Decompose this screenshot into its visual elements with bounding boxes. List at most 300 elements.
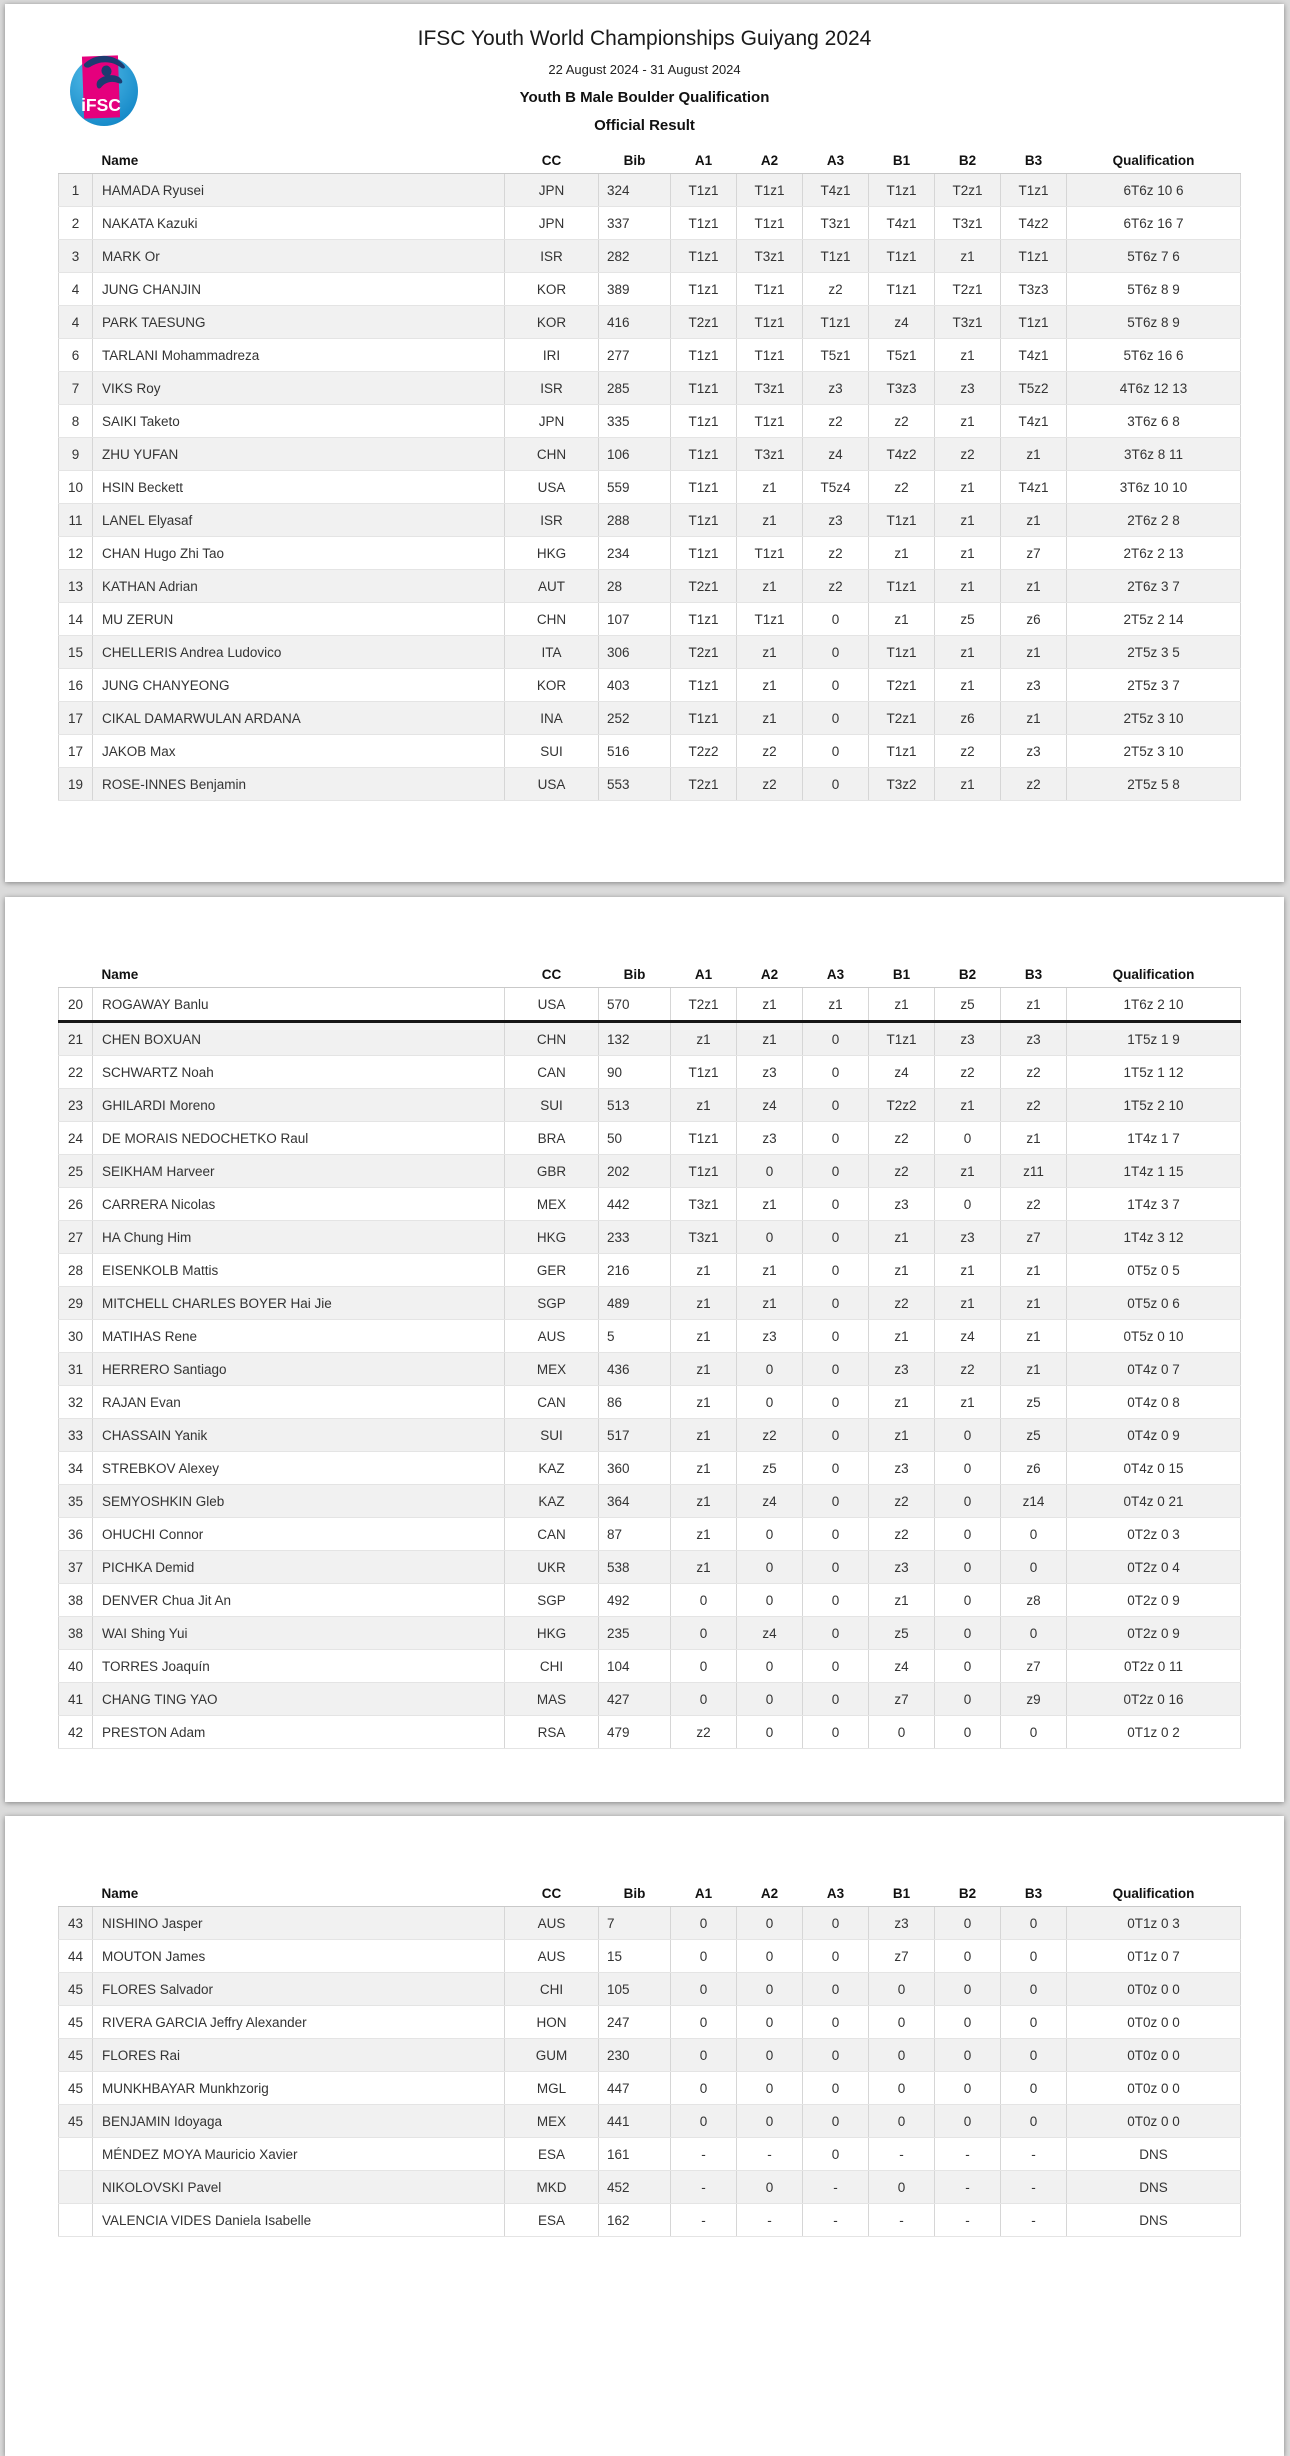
col-header-qualification: Qualification [1067,961,1241,988]
cell-qual: 1T5z 1 12 [1067,1056,1241,1089]
cell-rank: 36 [59,1518,93,1551]
cell-rank: 9 [59,438,93,471]
cell-rank: 7 [59,372,93,405]
cell-a3: T1z1 [803,240,869,273]
cell-cc: KAZ [505,1452,599,1485]
cell-rank: 11 [59,504,93,537]
cell-b2: z3 [935,372,1001,405]
table-row [59,2171,1241,2204]
cell-a3: 0 [803,1650,869,1683]
cell-b2: 0 [935,1188,1001,1221]
cell-rank: 28 [59,1254,93,1287]
cell-qual: 0T5z 0 6 [1067,1287,1241,1320]
results-table-page-1 [58,147,1241,801]
cell-a3: 0 [803,1518,869,1551]
cell-rank: 15 [59,636,93,669]
table-row [59,207,1241,240]
col-header-a2: A2 [737,1880,803,1907]
table-row [59,735,1241,768]
cell-bib: 216 [599,1254,671,1287]
cell-a1: z1 [671,1254,737,1287]
cell-bib: 288 [599,504,671,537]
cell-bib: 442 [599,1188,671,1221]
cell-qual: 2T6z 2 8 [1067,504,1241,537]
table-row [59,1089,1241,1122]
cell-b2: - [935,2171,1001,2204]
cell-qual: 5T6z 7 6 [1067,240,1241,273]
cell-bib: 235 [599,1617,671,1650]
cell-rank: 33 [59,1419,93,1452]
table-row [59,1188,1241,1221]
cell-name: LANEL Elyasaf [93,504,505,537]
cell-cc: CAN [505,1056,599,1089]
cell-qual: 5T6z 16 6 [1067,339,1241,372]
cell-a2: - [737,2204,803,2237]
cell-a1: T1z1 [671,504,737,537]
cell-qual: 0T2z 0 4 [1067,1551,1241,1584]
cell-name: CARRERA Nicolas [93,1188,505,1221]
cell-qual: 1T4z 1 15 [1067,1155,1241,1188]
cell-b3: z2 [1001,768,1067,801]
cell-b2: 0 [935,2105,1001,2138]
cell-a3: T5z1 [803,339,869,372]
cell-a3: 0 [803,702,869,735]
document-page-1 [5,4,1284,882]
cell-rank: 38 [59,1584,93,1617]
cell-b1: T1z1 [869,174,935,207]
cell-a2: T1z1 [737,339,803,372]
cell-b3: T4z2 [1001,207,1067,240]
col-header-a3: A3 [803,147,869,174]
cell-b2: 0 [935,1419,1001,1452]
cell-rank: 45 [59,2072,93,2105]
cell-a1: 0 [671,2039,737,2072]
cell-a1: z2 [671,1716,737,1749]
cell-a1: T1z1 [671,669,737,702]
cell-a3: 0 [803,1287,869,1320]
cell-b3: z3 [1001,669,1067,702]
cell-bib: 452 [599,2171,671,2204]
cell-rank: 30 [59,1320,93,1353]
cell-a3: 0 [803,1254,869,1287]
cell-a3: 0 [803,2006,869,2039]
cell-rank: 22 [59,1056,93,1089]
table-row [59,471,1241,504]
cell-b3: z1 [1001,1254,1067,1287]
cell-a2: z1 [737,504,803,537]
cell-b1: z2 [869,1518,935,1551]
col-header-bib: Bib [599,147,671,174]
cell-b2: z1 [935,768,1001,801]
cell-cc: CHN [505,438,599,471]
table-row [59,603,1241,636]
cell-a2: 0 [737,2171,803,2204]
cell-bib: 403 [599,669,671,702]
cell-qual: 3T6z 8 11 [1067,438,1241,471]
cell-b3: z1 [1001,1353,1067,1386]
results-table-page-3 [58,1880,1241,2237]
cell-cc: CAN [505,1386,599,1419]
cell-rank: 1 [59,174,93,207]
cell-cc: MEX [505,1353,599,1386]
cell-a3: 0 [803,1221,869,1254]
col-header-bib: Bib [599,1880,671,1907]
col-header-name: Name [93,1880,505,1907]
cell-b1: T1z1 [869,636,935,669]
cell-cc: GBR [505,1155,599,1188]
cell-name: HERRERO Santiago [93,1353,505,1386]
cell-qual: 2T5z 2 14 [1067,603,1241,636]
cell-rank: 25 [59,1155,93,1188]
cell-cc: HON [505,2006,599,2039]
table-row [59,174,1241,207]
cell-b3: z6 [1001,603,1067,636]
cell-a2: z1 [737,1188,803,1221]
cell-rank [59,2138,93,2171]
cell-cc: SGP [505,1584,599,1617]
cell-bib: 282 [599,240,671,273]
cell-bib: 479 [599,1716,671,1749]
cell-a2: 0 [737,1973,803,2006]
cell-a3: 0 [803,1940,869,1973]
cell-bib: 90 [599,1056,671,1089]
cell-cc: ISR [505,504,599,537]
cell-cc: AUS [505,1940,599,1973]
table-row [59,1122,1241,1155]
cell-bib: 513 [599,1089,671,1122]
cell-a2: z3 [737,1056,803,1089]
cell-qual: 1T5z 1 9 [1067,1022,1241,1056]
cell-b2: 0 [935,1485,1001,1518]
cell-a2: z4 [737,1089,803,1122]
cell-a2: - [737,2138,803,2171]
table-row [59,2138,1241,2171]
cell-b2: z1 [935,339,1001,372]
cell-b3: - [1001,2138,1067,2171]
cell-b1: T3z2 [869,768,935,801]
col-header-qualification: Qualification [1067,1880,1241,1907]
cell-name: JAKOB Max [93,735,505,768]
cell-qual: 0T5z 0 10 [1067,1320,1241,1353]
cell-a3: 0 [803,1419,869,1452]
cell-b1: z2 [869,1287,935,1320]
col-header-name: Name [93,147,505,174]
cell-b1: T1z1 [869,570,935,603]
cell-name: CHANG TING YAO [93,1683,505,1716]
cell-b3: z5 [1001,1386,1067,1419]
cell-rank: 16 [59,669,93,702]
cell-cc: ESA [505,2138,599,2171]
cell-b2: 0 [935,2006,1001,2039]
cell-a3: 0 [803,1056,869,1089]
table-row [59,306,1241,339]
cell-a2: T1z1 [737,405,803,438]
cell-a3: 0 [803,636,869,669]
cell-qual: 2T5z 3 5 [1067,636,1241,669]
cell-a1: 0 [671,1940,737,1973]
cell-b2: 0 [935,1584,1001,1617]
cell-cc: ITA [505,636,599,669]
cell-name: NAKATA Kazuki [93,207,505,240]
table-row [59,702,1241,735]
cell-b1: z2 [869,405,935,438]
table-row [59,339,1241,372]
cell-b2: - [935,2138,1001,2171]
cell-b2: z1 [935,636,1001,669]
cell-name: DE MORAIS NEDOCHETKO Raul [93,1122,505,1155]
col-header-cc: CC [505,147,599,174]
cell-b1: T1z1 [869,735,935,768]
table-row [59,1650,1241,1683]
cell-b3: z1 [1001,438,1067,471]
cell-qual: 6T6z 10 6 [1067,174,1241,207]
cell-qual: 0T0z 0 0 [1067,1973,1241,2006]
cell-qual: 0T2z 0 9 [1067,1617,1241,1650]
cell-rank: 4 [59,306,93,339]
cell-a1: 0 [671,1907,737,1940]
cell-b2: 0 [935,1617,1001,1650]
cell-a3: z1 [803,988,869,1022]
cell-b1: z4 [869,306,935,339]
cell-a3: T4z1 [803,174,869,207]
cell-b1: T3z3 [869,372,935,405]
cell-bib: 570 [599,988,671,1022]
cell-a3: 0 [803,1716,869,1749]
cell-name: PICHKA Demid [93,1551,505,1584]
cell-b2: 0 [935,1122,1001,1155]
cell-bib: 516 [599,735,671,768]
document-header [5,4,1284,135]
cell-b1: z2 [869,1122,935,1155]
col-header-b2: B2 [935,961,1001,988]
cell-b2: z5 [935,988,1001,1022]
cell-qual: 0T2z 0 11 [1067,1650,1241,1683]
cell-b1: z5 [869,1617,935,1650]
cell-cc: IRI [505,339,599,372]
cell-name: CHEN BOXUAN [93,1022,505,1056]
cell-name: RIVERA GARCIA Jeffry Alexander [93,2006,505,2039]
cell-cc: ISR [505,372,599,405]
cell-cc: SUI [505,735,599,768]
cell-qual: 1T5z 2 10 [1067,1089,1241,1122]
cell-a3: 0 [803,2039,869,2072]
cell-b3: z1 [1001,1122,1067,1155]
cell-a2: z2 [737,768,803,801]
table-row [59,1221,1241,1254]
cell-b1: z7 [869,1940,935,1973]
cell-a1: 0 [671,1973,737,2006]
cell-b3: 0 [1001,1940,1067,1973]
cell-a3: - [803,2204,869,2237]
cell-cc: KOR [505,669,599,702]
table-row [59,372,1241,405]
cell-b1: z2 [869,1485,935,1518]
cell-a3: 0 [803,1188,869,1221]
cell-rank [59,2171,93,2204]
cell-rank: 26 [59,1188,93,1221]
cell-bib: 230 [599,2039,671,2072]
cell-name: NISHINO Jasper [93,1907,505,1940]
table-row [59,2072,1241,2105]
cell-b1: z7 [869,1683,935,1716]
cell-name: CHAN Hugo Zhi Tao [93,537,505,570]
cell-b1: T2z1 [869,702,935,735]
table-row [59,1320,1241,1353]
cell-a3: 0 [803,1386,869,1419]
cell-a1: T1z1 [671,438,737,471]
cell-a1: - [671,2171,737,2204]
cell-a2: z5 [737,1452,803,1485]
cell-bib: 161 [599,2138,671,2171]
cell-rank: 4 [59,273,93,306]
cell-bib: 106 [599,438,671,471]
cell-name: MATIHAS Rene [93,1320,505,1353]
cell-cc: CHI [505,1650,599,1683]
cell-cc: BRA [505,1122,599,1155]
results-table-page-2 [58,961,1241,1749]
cell-cc: UKR [505,1551,599,1584]
cell-rank [59,2204,93,2237]
cell-b1: z4 [869,1056,935,1089]
col-header-cc: CC [505,1880,599,1907]
cell-a2: 0 [737,1518,803,1551]
cell-b2: z2 [935,1056,1001,1089]
cell-name: CHASSAIN Yanik [93,1419,505,1452]
cell-cc: MAS [505,1683,599,1716]
cell-cc: AUS [505,1907,599,1940]
cell-b3: 0 [1001,2006,1067,2039]
cell-a1: 0 [671,1650,737,1683]
cell-qual: 0T1z 0 7 [1067,1940,1241,1973]
cell-cc: RSA [505,1716,599,1749]
cell-b2: z1 [935,471,1001,504]
cell-name: DENVER Chua Jit An [93,1584,505,1617]
cell-a3: 0 [803,603,869,636]
col-header-a2: A2 [737,961,803,988]
cell-bib: 364 [599,1485,671,1518]
cell-a2: 0 [737,2039,803,2072]
table-row [59,240,1241,273]
cell-cc: SUI [505,1419,599,1452]
col-header-b3: B3 [1001,1880,1067,1907]
cell-bib: 277 [599,339,671,372]
cell-b1: T1z1 [869,273,935,306]
cell-b2: z4 [935,1320,1001,1353]
cell-b2: T3z1 [935,207,1001,240]
cell-a3: z3 [803,372,869,405]
col-header-b1: B1 [869,1880,935,1907]
cell-b1: z4 [869,1650,935,1683]
cell-name: RAJAN Evan [93,1386,505,1419]
cell-name: SCHWARTZ Noah [93,1056,505,1089]
cell-b1: T1z1 [869,1022,935,1056]
cell-bib: 132 [599,1022,671,1056]
cell-b1: 0 [869,2105,935,2138]
cell-rank: 44 [59,1940,93,1973]
cell-b3: 0 [1001,1716,1067,1749]
cell-a3: T5z4 [803,471,869,504]
cell-a2: T1z1 [737,174,803,207]
cell-a1: T1z1 [671,273,737,306]
cell-rank: 42 [59,1716,93,1749]
cell-b1: 0 [869,2006,935,2039]
cell-a2: T1z1 [737,603,803,636]
cell-a3: z4 [803,438,869,471]
cell-b3: z9 [1001,1683,1067,1716]
cell-b3: T1z1 [1001,240,1067,273]
cell-qual: 0T1z 0 2 [1067,1716,1241,1749]
cell-bib: 306 [599,636,671,669]
cell-b2: z3 [935,1022,1001,1056]
cell-qual: 0T0z 0 0 [1067,2105,1241,2138]
cell-a3: T3z1 [803,207,869,240]
cell-b1: 0 [869,2039,935,2072]
cell-b3: 0 [1001,2105,1067,2138]
cell-qual: 6T6z 16 7 [1067,207,1241,240]
cell-b3: z1 [1001,702,1067,735]
cell-b3: T4z1 [1001,339,1067,372]
cell-b2: 0 [935,1518,1001,1551]
cell-a1: z1 [671,1320,737,1353]
cell-a1: T1z1 [671,471,737,504]
cell-bib: 15 [599,1940,671,1973]
cell-b1: z1 [869,603,935,636]
cell-a1: T2z1 [671,306,737,339]
cell-b1: z1 [869,1320,935,1353]
table-row [59,570,1241,603]
cell-qual: 0T0z 0 0 [1067,2039,1241,2072]
cell-qual: DNS [1067,2171,1241,2204]
cell-a2: z4 [737,1485,803,1518]
cell-qual: 0T4z 0 9 [1067,1419,1241,1452]
cell-name: VALENCIA VIDES Daniela Isabelle [93,2204,505,2237]
cell-name: SAIKI Taketo [93,405,505,438]
cell-cc: SUI [505,1089,599,1122]
cell-rank: 45 [59,2039,93,2072]
cell-a1: T1z1 [671,1056,737,1089]
cell-qual: 5T6z 8 9 [1067,306,1241,339]
cell-qual: 0T4z 0 21 [1067,1485,1241,1518]
table-row [59,1518,1241,1551]
cell-a2: T1z1 [737,273,803,306]
cell-bib: 436 [599,1353,671,1386]
cell-a2: T1z1 [737,537,803,570]
cell-qual: 0T2z 0 9 [1067,1584,1241,1617]
cell-a1: T3z1 [671,1221,737,1254]
cell-b2: 0 [935,1907,1001,1940]
cell-rank: 41 [59,1683,93,1716]
cell-b2: z2 [935,735,1001,768]
table-row [59,636,1241,669]
cell-b3: - [1001,2204,1067,2237]
cell-name: CHELLERIS Andrea Ludovico [93,636,505,669]
cell-a2: 0 [737,1683,803,1716]
cell-a1: T2z1 [671,988,737,1022]
cell-bib: 285 [599,372,671,405]
cell-b1: z1 [869,1254,935,1287]
cell-cc: HKG [505,1221,599,1254]
cell-name: MÉNDEZ MOYA Mauricio Xavier [93,2138,505,2171]
cell-qual: DNS [1067,2204,1241,2237]
cell-rank: 31 [59,1353,93,1386]
cell-a3: 0 [803,1617,869,1650]
cell-a2: 0 [737,1650,803,1683]
cell-bib: 202 [599,1155,671,1188]
cell-rank: 35 [59,1485,93,1518]
cell-bib: 427 [599,1683,671,1716]
cell-a3: z2 [803,537,869,570]
cell-a1: T1z1 [671,603,737,636]
